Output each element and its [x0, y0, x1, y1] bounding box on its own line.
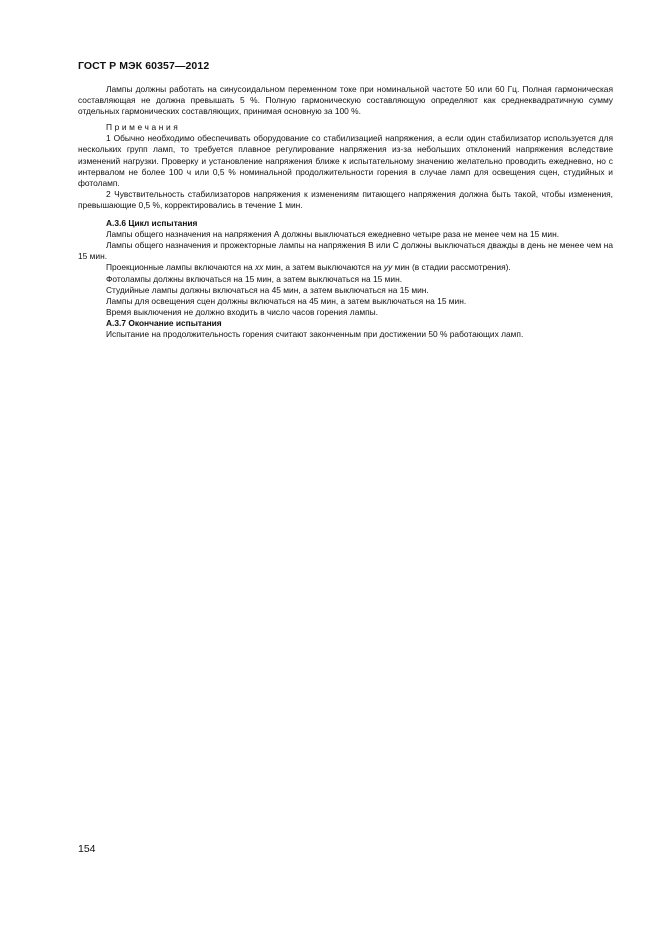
document-body [78, 84, 613, 340]
section-a37-paragraph-1: Испытание на продолжительность горения считают законченным при достижении 50 % работающих ламп. [106, 328, 524, 339]
section-a36-paragraph-4: Фотолампы должны включаться на 15 мин, а затем выключаться на 15 мин. [106, 273, 403, 284]
text-run: Проекционные лампы включаются на [106, 262, 255, 273]
section-a36-paragraph-7: Время выключения не должно входить в число часов горения лампы. [106, 306, 378, 317]
section-a36-paragraph-5: Студийные лампы должны включаться на 45 мин, а затем выключаться на 15 мин. [106, 284, 429, 295]
text-run: мин, а затем выключаются на [263, 262, 384, 273]
note-2: 2 Чувствительность стабилизаторов напряжения к изменениям питающего напряжения должна быть такой, чтобы изменения, превышающие 0,5 %, корректировались в течение 1 мин. [78, 188, 613, 210]
paragraph-power-supply: Лампы должны работать на синусоидальном переменном токе при номинальной частоте 50 или 60 Гц. Полная гармоническая составляющая не должна превышать 5 %. Полную гармоническую составляющую определяют как среднеквадратичную сумму отдельных гармонических составляющих, принимая основную за 100 %. [78, 84, 613, 117]
section-a36-paragraph-2: Лампы общего назначения и прожекторные лампы на напряжения В или С должны выключаться дважды в день не менее чем на 15 мин. [78, 240, 613, 262]
variable-yy: yy [383, 262, 393, 273]
text-run: мин (в стадии рассмотрения). [392, 262, 511, 273]
variable-xx: xx [254, 262, 264, 273]
section-a36-heading: А.3.6 Цикл испытания [106, 218, 198, 229]
section-a36-paragraph-3 [78, 262, 613, 273]
section-a36-paragraph-6: Лампы для освещения сцен должны включаться на 45 мин, а затем выключаться на 15 мин. [106, 295, 467, 306]
section-a36-paragraph-1: Лампы общего назначения на напряжения А должны выключаться ежедневно четыре раза не менее чем на 15 мин. [106, 229, 560, 240]
page-number: 154 [78, 843, 96, 855]
document-header: ГОСТ Р МЭК 60357—2012 [78, 60, 210, 72]
note-1: 1 Обычно необходимо обеспечивать оборудование со стабилизацией напряжения, а если один стабилизатор используется для нескольких групп ламп, то требуется плавное регулирование напряжения из-за небольших отклонений напряжения вследствие изменений нагрузки. Проверку и установление напряжения ближе к испытательному значению желательно проводить ежедневно, но с интервалом не более 100 ч или 0,5 % номинальной продолжительности горения в случае ламп для освещения сцен, студийных и фотоламп. [78, 133, 613, 188]
section-a37-heading: А.3.7 Окончание испытания [106, 317, 222, 328]
notes-title: Примечания [106, 122, 181, 133]
